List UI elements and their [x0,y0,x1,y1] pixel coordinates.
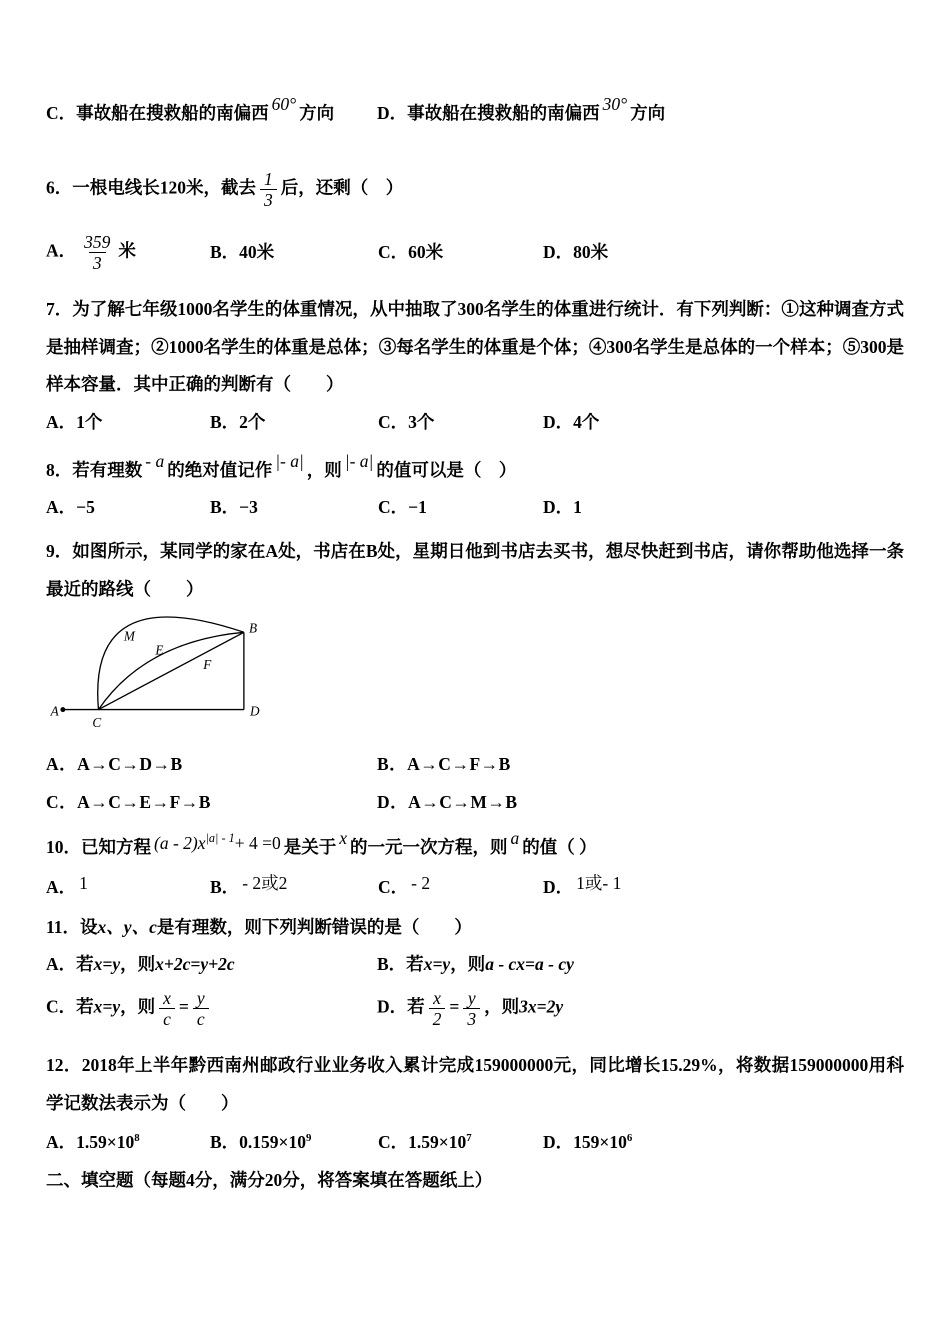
q11-option-c-f1-den: c [159,1008,175,1029]
q11-option-c-equals: = [178,996,189,1017]
q12-option-b [210,1124,378,1162]
question-11-options-row2 [46,988,904,1029]
q11-option-c-f2-den: c [193,1008,209,1029]
q6-option-b: B．40米 [210,241,275,262]
question-7-stem: 7．为了解七年级1000名学生的体重情况，从中抽取了300名学生的体重进行统计．有下列判断：①这种调查方式是抽样调查；②1000名学生的体重是总体；③每名学生的体重是个体；④300名学生是总体的一个样本；⑤300是样本容量．其中正确的判断有（ ） [46,299,904,395]
q8-option-d: D．1 [543,497,582,518]
q11-option-d [377,988,904,1029]
q10-option-c-value: - 2 [411,873,431,893]
q10-option-b-label: B． [210,877,240,897]
q11-option-c-pre: C．若 [46,996,94,1017]
q9-option-d: D．A→C→M→B [377,791,518,812]
q11-option-d-f1-num: x [433,987,441,1008]
q5-option-d [377,95,904,133]
q6-option-a-fraction-den: 3 [89,252,106,273]
q11-option-a-mid: ，则 [120,954,156,975]
q12-option-c-base: C．1.59×10 [378,1132,467,1153]
q12-option-a [46,1124,210,1162]
q6-stem-tail: 后，还剩（ ） [280,177,404,198]
q11-option-a-pre: A．若 [46,954,94,975]
q9-fig-line-CB [98,632,243,709]
q9-fig-label-D: D [249,703,260,719]
q9-option-a: A．A→C→D→B [46,754,183,775]
q11-option-d-f2-den: 3 [463,1008,480,1029]
q11-option-a-eq1: x=y [93,954,121,975]
q5-option-d-angle: 30° [602,94,628,114]
q11-option-c-fraction1 [159,988,175,1029]
question-10-options [46,869,904,907]
q10-option-d [543,869,904,907]
q6-option-a [46,232,210,273]
q6-option-a-fraction-num: 359 [84,231,111,252]
q8-option-a: A．−5 [46,497,95,518]
q9-fig-label-F: F [203,657,212,673]
q12-option-d-exponent: 6 [626,1132,633,1145]
question-11-options-row1 [46,946,904,984]
q11-option-d-fraction2 [463,988,480,1029]
q11-option-c-f1-num: x [163,987,171,1008]
q10-var-a: a [510,828,520,849]
q11-stem-tail: 是有理数，则下列判断错误的是（ ） [156,916,472,937]
q8-stem-text: 8．若有理数 [46,459,143,480]
q11-option-d-mid: ，则 [484,996,520,1017]
q11-stem-vars: x、y、c [97,916,157,937]
q10-option-a [46,869,210,907]
q10-equation-base: (a - 2)x [154,833,206,854]
q8-option-b: B．−3 [210,497,258,518]
q11-option-b-pre: B．若 [377,954,424,975]
q9-fig-label-M: M [123,628,135,644]
q9-fig-label-A: A [50,703,59,719]
section-2-heading: 二、填空题（每题4分，满分20分，将答案填在答题纸上） [46,1170,493,1190]
q8-abs-neg-a-1: |- a| [275,450,304,471]
q11-option-c-mid: ，则 [120,996,156,1017]
q11-option-d-pre: D．若 [377,996,425,1017]
q6-fraction-numerator: 1 [264,168,273,189]
q10-option-c-label: C． [378,877,409,897]
q7-option-c: C．3个 [378,412,435,432]
q8-neg-a: - a [145,450,165,471]
q9-fig-label-E: E [155,642,164,658]
question-11-stem [46,909,904,947]
q11-option-d-eq: 3x=2y [519,996,564,1017]
q10-option-d-value: 1或- 1 [576,873,622,893]
q11-option-d-fraction1 [429,988,446,1029]
q11-option-d-f2-num: y [467,987,476,1008]
q12-option-c [378,1124,543,1162]
q8-stem-mid2: ，则 [306,459,342,480]
q10-equation [154,833,281,853]
q10-option-b-value: - 2或2 [242,873,288,893]
q12-option-b-base: B．0.159×10 [210,1132,307,1153]
question-9-stem: 9．如图所示，某同学的家在A处，书店在B处，星期日他到书店去买书，想尽快赶到书店，请你帮助他选择一条最近的路线（ ） [46,540,904,599]
q5-option-c-tail: 方向 [299,103,335,123]
q11-option-c-fraction2 [193,988,209,1029]
q10-option-a-label: A． [46,877,77,897]
q9-route-figure [50,614,272,734]
q10-stem-mid2: 的一元一次方程，则 [350,837,508,858]
q12-option-b-exponent: 9 [306,1132,312,1145]
q5-option-c-angle: 60° [271,94,297,114]
q8-option-c: C．−1 [378,497,427,518]
q10-option-d-label: D． [543,877,574,897]
q10-equation-tail: + 4 =0 [234,833,281,854]
question-8-options [46,489,904,527]
q8-abs-neg-a-2: |- a| [344,450,374,471]
q5-option-c-text: C．事故船在搜救船的南偏西 [46,103,269,123]
q11-option-c-eq1: x=y [93,996,121,1017]
question-6-stem [46,169,904,210]
q7-option-a: A．1个 [46,412,103,432]
q6-option-d: D．80米 [543,241,609,262]
q5-option-d-text: D．事故船在搜救船的南偏西 [377,103,600,123]
q8-stem-mid1: 的绝对值记作 [167,459,273,480]
q11-stem-text: 11．设 [46,916,98,937]
q12-option-a-exponent: 8 [134,1132,140,1145]
q8-stem-tail: 的值可以是（ ） [376,459,517,480]
question-6-options [46,232,904,273]
q11-option-b-eq1: x=y [423,954,451,975]
q6-option-a-label: A． [46,240,77,261]
q11-option-a-eq2: x+2c=y+2c [155,954,235,975]
q10-stem-tail: 的值（ ） [522,837,597,858]
q7-option-d: D．4个 [543,412,600,432]
q12-option-d-base: D．159×10 [543,1132,627,1153]
q11-option-a [46,946,377,984]
question-8-stem [46,452,904,490]
q10-var-x: x [339,828,347,849]
q10-stem-mid1: 是关于 [283,837,337,858]
q10-option-c [378,869,543,907]
q10-option-a-value: 1 [79,873,88,893]
q6-fraction-one-third [260,169,277,210]
q6-option-a-unit: 米 [118,240,136,261]
question-12-stem: 12．2018年上半年黔西南州邮政行业业务收入累计完成159000000元，同比增长15.29%，将数据159000000用科学记数法表示为（ ） [46,1055,904,1113]
q11-option-b-eq2: a - cx=a - cy [485,954,574,975]
q9-option-c: C．A→C→E→F→B [46,791,211,812]
q9-fig-point-A [60,707,65,712]
question-9-options-row2 [46,784,904,822]
q9-fig-label-B: B [248,620,258,636]
q7-option-b: B．2个 [210,412,266,432]
q11-option-d-equals: = [449,996,460,1017]
q11-option-b [377,946,904,984]
q6-option-c: C．60米 [378,241,444,262]
q10-option-b [210,869,378,907]
q5-option-c [46,95,377,133]
q6-stem-text: 6．一根电线长120米，截去 [46,177,256,198]
q9-fig-arc-M [98,617,244,710]
q6-fraction-denominator: 3 [260,189,277,210]
question-12-options [46,1124,904,1162]
question-9-options-row1 [46,746,904,784]
question-7-options [46,404,904,442]
q11-option-b-mid: ，则 [450,954,486,975]
q11-option-d-f1-den: 2 [429,1008,446,1029]
q11-option-c [46,988,377,1029]
q12-option-c-exponent: 7 [466,1132,472,1145]
question-5-options [46,95,904,133]
q6-option-a-fraction [80,232,114,273]
question-10-stem [46,829,904,867]
q9-option-b: B．A→C→F→B [377,754,511,775]
q5-option-d-tail: 方向 [630,103,666,123]
q12-option-a-base: A．1.59×10 [46,1132,135,1153]
q11-option-c-f2-num: y [196,987,205,1008]
q9-fig-label-C: C [92,715,102,731]
q10-stem-text: 10．已知方程 [46,837,151,858]
q12-option-d [543,1124,904,1162]
q10-equation-exponent: |a| - 1 [205,831,235,846]
